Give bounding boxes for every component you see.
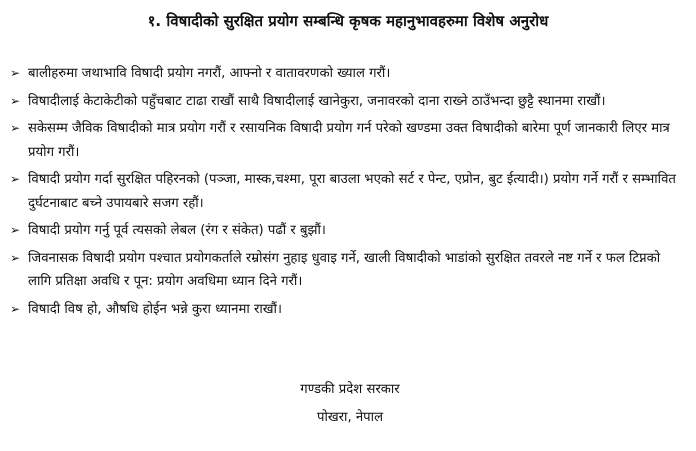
advice-list — [10, 62, 686, 325]
arrow-bullet-icon: ➢ — [10, 223, 21, 237]
arrow-bullet-icon: ➢ — [10, 121, 21, 135]
list-item-text: विषादी प्रयोग गर्दा सुरक्षित पहिरनको (पञ्जा, मास्क,चश्मा, पूरा बाउला भएको सर्ट र पेन्ट, एप्रोन, बुट ईत्यादी।) प्रयोग गर्ने गरौं र सम्भावित दुर्घटनाबाट बच्ने उपायबारे सजग रहौं। — [28, 172, 676, 211]
arrow-bullet-icon: ➢ — [10, 250, 21, 265]
list-item — [10, 117, 686, 164]
list-item-text: विषादी विष हो, औषधि होईन भन्ने कुरा ध्यानमा राखौं। — [28, 301, 282, 317]
list-item-text: जिवनासक विषादी प्रयोग पश्चात प्रयोगकर्ताले रम्रोसंग नुहाइ धुवाइ गर्ने, खाली विषादीको भाडांको सुरक्षित तवरले नष्ट गर्ने र फल टिप्नको लागि प्रतिक्षा अवधि र पून: प्रयोग अवधिमा ध्यान दिने गरौं। — [28, 250, 661, 289]
list-item-text: सकेसम्म जैविक विषादीको मात्र प्रयोग गरौं र रसायनिक विषादी प्रयोग गर्न परेको खण्डमा उक्त विषादीको बारेमा पूर्ण जानकारी लिएर मात्र प्रयोग गरौं। — [28, 121, 670, 160]
list-item — [10, 298, 686, 322]
issuer-name: गण्डकी प्रदेश सरकार — [300, 382, 400, 397]
list-item — [10, 90, 686, 114]
signature-block — [220, 376, 480, 432]
arrow-bullet-icon: ➢ — [10, 301, 21, 316]
issuer-location: पोखरा, नेपाल — [316, 410, 384, 425]
list-item — [10, 168, 686, 215]
list-item — [10, 247, 686, 294]
list-item — [10, 62, 686, 86]
arrow-bullet-icon: ➢ — [10, 172, 21, 186]
list-item-text: विषादीलाई केटाकेटीको पहुँचबाट टाढा राखौं साथै विषादीलाई खानेकुरा, जनावरको दाना राख्ने ठाउँभन्दा छुट्टै स्थानमा राखौं। — [28, 93, 606, 109]
list-item-text: बालीहरुमा जथाभावि विषादी प्रयोग नगरौं, आफ्नो र वातावरणको ख्याल गरौं। — [28, 66, 391, 81]
document-title: १. विषादीको सुरक्षित प्रयोग सम्बन्धि कृषक महानुभावहरुमा विशेष अनुरोध — [147, 12, 549, 30]
arrow-bullet-icon: ➢ — [10, 93, 21, 108]
arrow-bullet-icon: ➢ — [10, 66, 21, 80]
list-item — [10, 219, 686, 243]
list-item-text: विषादी प्रयोग गर्नु पूर्व त्यसको लेबल (रंग र संकेत) पढौं र बुझौं। — [28, 223, 326, 238]
